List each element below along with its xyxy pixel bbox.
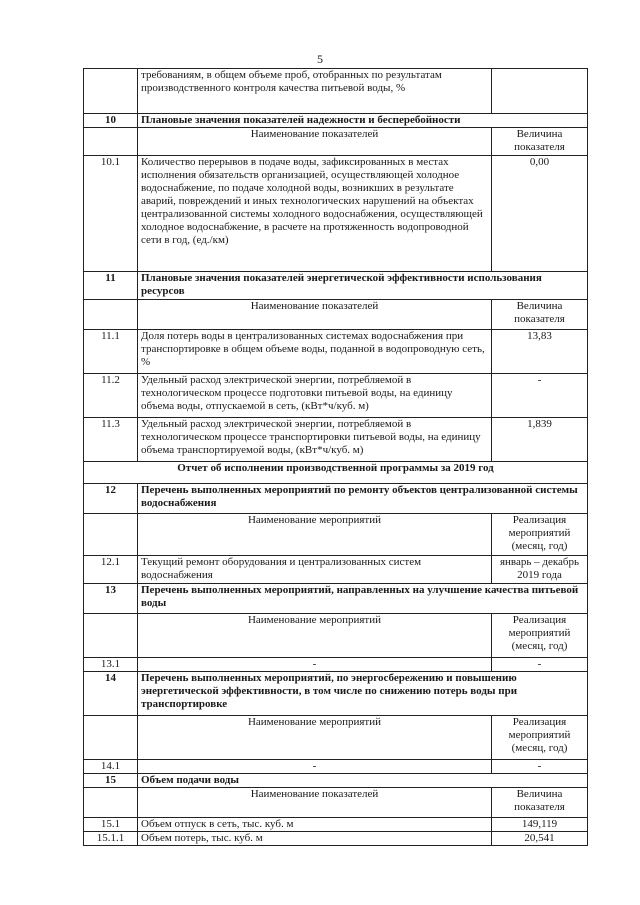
column-header-value: Реализация мероприятий (месяц, год) bbox=[492, 514, 588, 556]
section-title: Объем подачи воды bbox=[138, 774, 588, 788]
row-number: 13.1 bbox=[84, 658, 138, 672]
table-row bbox=[84, 374, 588, 418]
table-row bbox=[84, 760, 588, 774]
row-number: 15.1 bbox=[84, 818, 138, 832]
column-header-name: Наименование мероприятий bbox=[138, 716, 492, 760]
column-header-value: Величина показателя bbox=[492, 300, 588, 330]
section-number: 10 bbox=[84, 114, 138, 128]
section-title: Плановые значения показателей надежности и бесперебойности bbox=[138, 114, 588, 128]
section-header bbox=[84, 272, 588, 300]
column-header-name: Наименование мероприятий bbox=[138, 614, 492, 658]
column-header-row bbox=[84, 614, 588, 658]
table-row bbox=[84, 832, 588, 846]
row-text: Объем отпуск в сеть, тыс. куб. м bbox=[138, 818, 492, 832]
column-header-value: Реализация мероприятий (месяц, год) bbox=[492, 614, 588, 658]
table-row bbox=[84, 818, 588, 832]
row-number: 12.1 bbox=[84, 556, 138, 584]
column-header-row bbox=[84, 300, 588, 330]
table-row bbox=[84, 156, 588, 272]
column-header-name: Наименование показателей bbox=[138, 300, 492, 330]
section-number: 15 bbox=[84, 774, 138, 788]
report-title: Отчет об исполнении производственной программы за 2019 год bbox=[84, 462, 588, 484]
section-header bbox=[84, 114, 588, 128]
table-row bbox=[84, 330, 588, 374]
column-header-value: Величина показателя bbox=[492, 788, 588, 818]
row-text: требованиям, в общем объеме проб, отобранных по результатам производственного контроля качества питьевой воды, % bbox=[138, 69, 492, 114]
column-header-value: Реализация мероприятий (месяц, год) bbox=[492, 716, 588, 760]
row-number: 11.2 bbox=[84, 374, 138, 418]
table-row bbox=[84, 658, 588, 672]
row-text: Количество перерывов в подаче воды, зафиксированных в местах исполнения обязательств организацией, осуществляющей холодное водоснабжение, по подаче холодной воды, возникших в результате аварий, повреждений и иных технологических нарушений на объектах централизованной системы холодного водоснабжения, осуществляющей холодное водоснабжение, в расчете на протяженность водопроводной сети в год, (ед./км) bbox=[138, 156, 492, 272]
row-value: - bbox=[492, 374, 588, 418]
row-text: - bbox=[138, 658, 492, 672]
row-number: 10.1 bbox=[84, 156, 138, 272]
table-row bbox=[84, 418, 588, 462]
table-row bbox=[84, 556, 588, 584]
row-value: 1,839 bbox=[492, 418, 588, 462]
section-number: 12 bbox=[84, 484, 138, 514]
section-title: Перечень выполненных мероприятий по ремонту объектов централизованной системы водоснабжения bbox=[138, 484, 588, 514]
row-text: Текущий ремонт оборудования и централизованных систем водоснабжения bbox=[138, 556, 492, 584]
row-text: Доля потерь воды в централизованных системах водоснабжения при транспортировке в общем объеме воды, поданной в водопроводную сеть, % bbox=[138, 330, 492, 374]
row-number: 15.1.1 bbox=[84, 832, 138, 846]
section-header bbox=[84, 672, 588, 716]
section-header bbox=[84, 484, 588, 514]
row-value: 0,00 bbox=[492, 156, 588, 272]
row-number: 14.1 bbox=[84, 760, 138, 774]
indicators-table bbox=[83, 68, 588, 846]
section-number: 11 bbox=[84, 272, 138, 300]
section-number: 13 bbox=[84, 584, 138, 614]
table-row bbox=[84, 69, 588, 114]
page-number: 5 bbox=[317, 52, 323, 66]
column-header-value: Величина показателя bbox=[492, 128, 588, 156]
column-header-row bbox=[84, 716, 588, 760]
row-text: Удельный расход электрической энергии, потребляемой в технологическом процессе подготовки питьевой воды, на единицу объема воды, отпускаемой в сеть, (кВт*ч/куб. м) bbox=[138, 374, 492, 418]
column-header-name: Наименование показателей bbox=[138, 788, 492, 818]
row-number: 11.3 bbox=[84, 418, 138, 462]
column-header-row bbox=[84, 128, 588, 156]
section-number: 14 bbox=[84, 672, 138, 716]
column-header-row bbox=[84, 514, 588, 556]
row-value: - bbox=[492, 760, 588, 774]
row-value: 20,541 bbox=[492, 832, 588, 846]
section-header bbox=[84, 584, 588, 614]
row-text: Удельный расход электрической энергии, потребляемой в технологическом процессе транспортировки питьевой воды, на единицу объема транспортируемой воды, (кВт*ч/куб. м) bbox=[138, 418, 492, 462]
section-title: Перечень выполненных мероприятий, направленных на улучшение качества питьевой воды bbox=[138, 584, 588, 614]
row-value: 13,83 bbox=[492, 330, 588, 374]
section-title: Плановые значения показателей энергетической эффективности использования ресурсов bbox=[138, 272, 588, 300]
row-text: - bbox=[138, 760, 492, 774]
row-text: Объем потерь, тыс. куб. м bbox=[138, 832, 492, 846]
column-header-row bbox=[84, 788, 588, 818]
report-title-row bbox=[84, 462, 588, 484]
section-header bbox=[84, 774, 588, 788]
row-number: 11.1 bbox=[84, 330, 138, 374]
column-header-name: Наименование показателей bbox=[138, 128, 492, 156]
row-value: 149,119 bbox=[492, 818, 588, 832]
section-title: Перечень выполненных мероприятий, по энергосбережению и повышению энергетической эффективности, в том числе по снижению потерь воды при транспортировке bbox=[138, 672, 588, 716]
row-value: январь – декабрь 2019 года bbox=[492, 556, 588, 584]
row-value: - bbox=[492, 658, 588, 672]
column-header-name: Наименование мероприятий bbox=[138, 514, 492, 556]
